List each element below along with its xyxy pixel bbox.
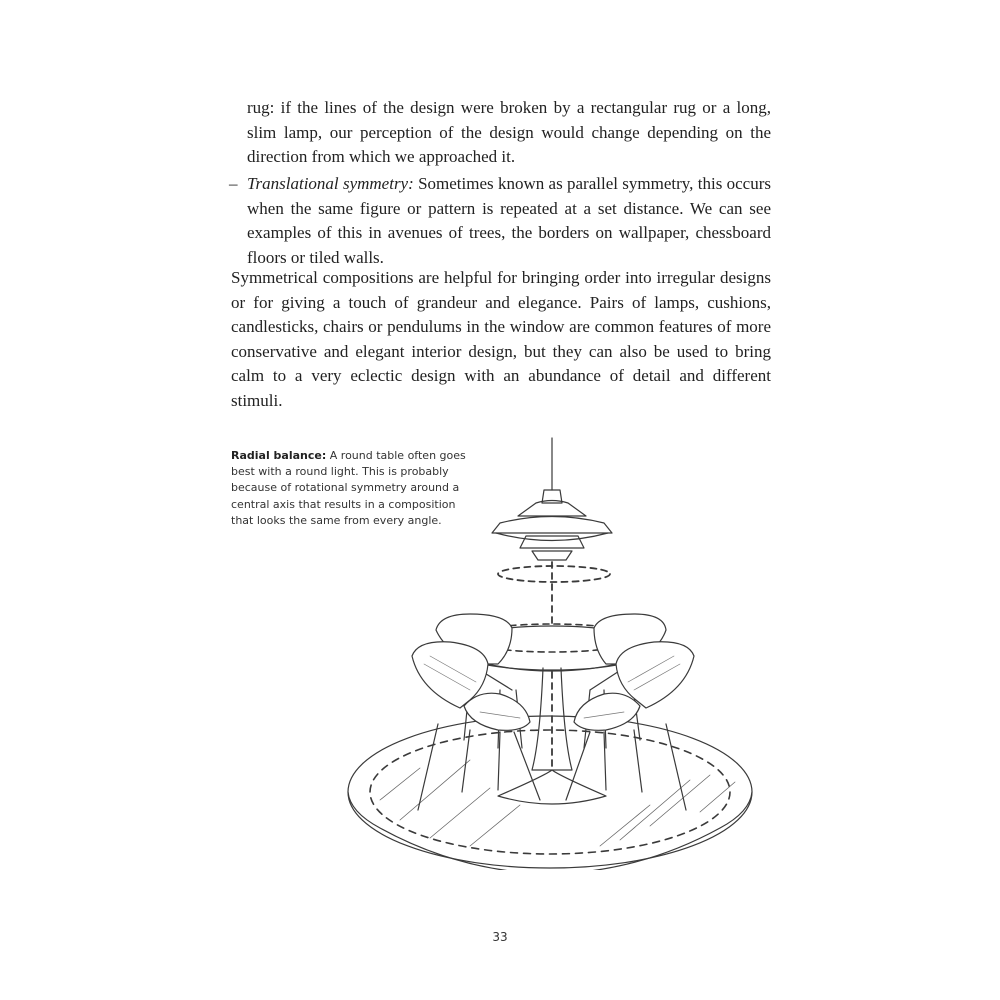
caption-text: A round table often goes best with a round light. This is probably because of rotational symmetry around a central axis that results in a composition that looks the same from every angle.	[231, 449, 466, 527]
continuation-paragraph: rug: if the lines of the design were broken by a rectangular rug or a long, slim lamp, our perception of the design would change depending on the direction from which we approached it.	[247, 98, 771, 166]
bullet-translational-symmetry	[231, 172, 771, 270]
bullet-dash: –	[229, 174, 238, 193]
symmetry-axis	[498, 562, 610, 792]
symmetry-paragraph: Symmetrical compositions are helpful for bringing order into irregular designs or for giving a touch of grandeur and elegance. Pairs of lamps, cushions, candlesticks, chairs or pendulums in the window are common features of more conservative and elegant interior design, but they can also be used to bring calm to a very eclectic design with an abundance of detail and different stimuli.	[231, 268, 771, 410]
caption-label: Radial balance:	[231, 449, 327, 462]
page-number: 33	[492, 930, 508, 944]
pendant-lamp	[492, 438, 612, 560]
radial-balance-illustration	[330, 430, 770, 870]
bullet-term: Translational symmetry:	[247, 174, 414, 193]
bullet-text: Sometimes known as parallel symmetry, this occurs when the same figure or pattern is repeated at a set distance. We can see examples of this in avenues of trees, the borders on wallpaper, chessboard floors or tiled walls.	[247, 174, 771, 267]
